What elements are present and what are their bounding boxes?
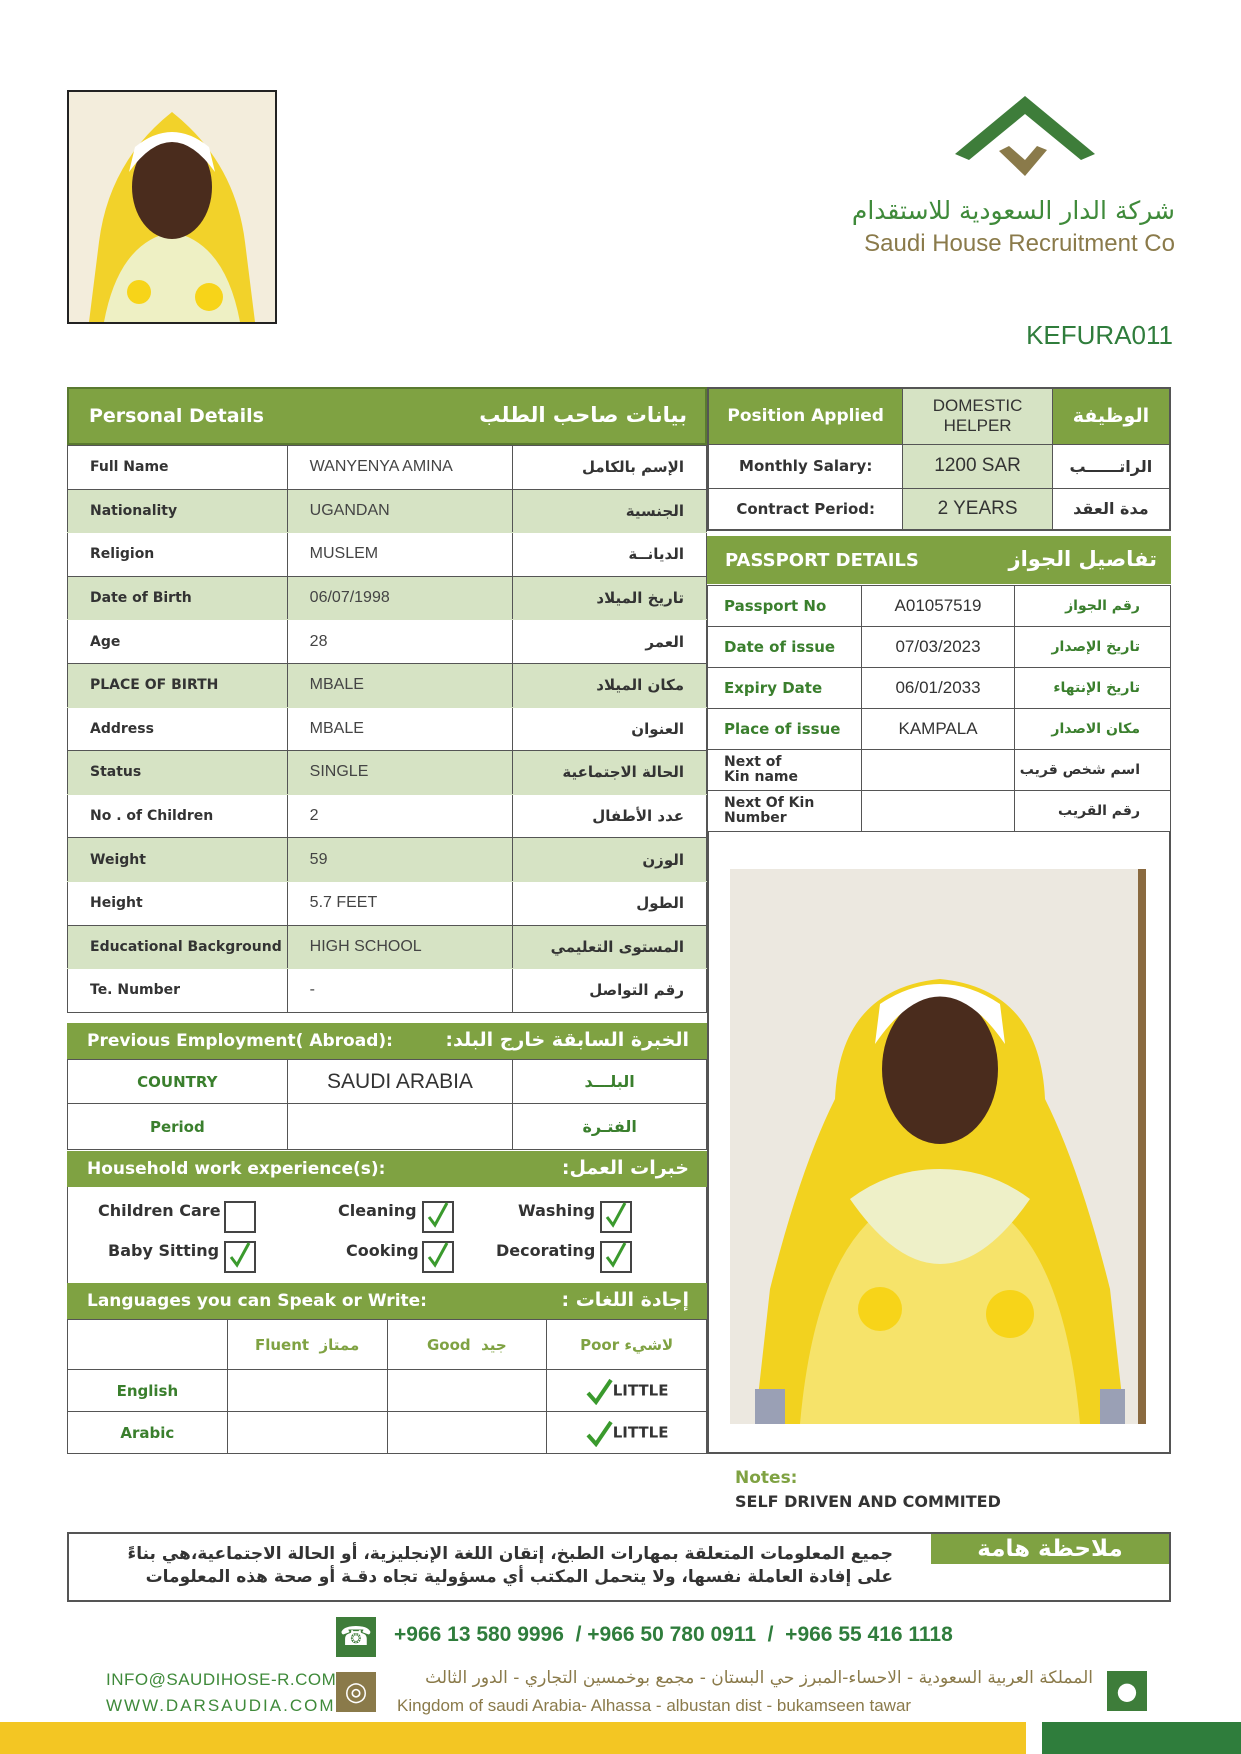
- personal-value: 59: [287, 838, 513, 882]
- contract-label-ar: مدة العقد: [1052, 488, 1170, 530]
- personal-label-ar: العمر: [513, 620, 707, 664]
- personal-label-ar: الحالة الاجتماعية: [513, 751, 707, 795]
- personal-label-ar: الوزن: [513, 838, 707, 882]
- country-label-ar: البلـــد: [513, 1060, 707, 1104]
- passport-label: Place of issue: [708, 709, 862, 750]
- good-label: Good: [426, 1335, 471, 1354]
- salary-label: Monthly Salary:: [708, 444, 903, 488]
- contract-label: Contract Period:: [708, 488, 903, 530]
- address-ar: المملكة العربية السعودية - الاحساء-المبرز حي البستان - مجمع بوخمسين التجاري - الدور الثالث: [425, 1668, 1093, 1688]
- languages-header-ar: إجادة اللغات :: [561, 1289, 689, 1311]
- kin-name-label: Next of Kin name: [708, 750, 862, 791]
- kin-number-label: Next Of Kin Number: [708, 791, 862, 832]
- personal-label-ar: الطول: [513, 881, 707, 925]
- position-value: DOMESTIC HELPER: [903, 388, 1052, 444]
- notes-text: SELF DRIVEN AND COMMITED: [735, 1492, 1001, 1511]
- personal-label: Weight: [68, 838, 288, 882]
- personal-label: Nationality: [68, 489, 288, 533]
- languages-table: [67, 1319, 707, 1454]
- passport-row: [708, 586, 1171, 627]
- period-label: Period: [68, 1104, 288, 1150]
- fluent-label: Fluent: [254, 1335, 310, 1354]
- personal-label: Height: [68, 881, 288, 925]
- personal-label: Date of Birth: [68, 576, 288, 620]
- period-label-ar: الفتـرة: [513, 1104, 707, 1150]
- personal-value: 5.7 FEET: [287, 881, 513, 925]
- language-row: [68, 1412, 707, 1454]
- personal-label: Age: [68, 620, 288, 664]
- poor-header: [547, 1320, 707, 1370]
- kin-name-label-ar: اسم شخص قريب: [1015, 750, 1171, 791]
- location-pin-icon: ●: [1107, 1671, 1147, 1711]
- reference-code: KEFURA011: [1026, 320, 1173, 350]
- passport-row: [708, 627, 1171, 668]
- household-item-checkbox[interactable]: [600, 1241, 632, 1273]
- passport-label-ar: رقم الجواز: [1015, 586, 1171, 627]
- footer-yellow-bar: [0, 1722, 1026, 1754]
- salary-label-ar: الراتــــــب: [1052, 444, 1170, 488]
- household-panel: [67, 1187, 707, 1283]
- household-item-checkbox[interactable]: [422, 1241, 454, 1273]
- language-good-cell: [387, 1412, 547, 1454]
- personal-label: No . of Children: [68, 794, 288, 838]
- check-icon: [585, 1377, 613, 1405]
- phone-numbers: +966 13 580 9996 / +966 50 780 0911 / +966 55 416 1118: [394, 1623, 953, 1646]
- company-logo-icon: [955, 96, 1095, 178]
- kin-name-value: [861, 750, 1015, 791]
- personal-value: MBALE: [287, 663, 513, 707]
- passport-header-en: PASSPORT DETAILS: [725, 550, 919, 571]
- language-fluent-cell: [227, 1412, 387, 1454]
- personal-row: [68, 881, 707, 925]
- passport-label: Date of issue: [708, 627, 862, 668]
- country-label: COUNTRY: [68, 1060, 288, 1104]
- personal-value: -: [287, 969, 513, 1013]
- personal-label: Te. Number: [68, 969, 288, 1013]
- passport-label: Expiry Date: [708, 668, 862, 709]
- website[interactable]: WWW.DARSAUDIA.COM: [106, 1696, 336, 1715]
- personal-row: [68, 838, 707, 882]
- personal-row: [68, 663, 707, 707]
- personal-label: Full Name: [68, 446, 288, 490]
- personal-value: UGANDAN: [287, 489, 513, 533]
- personal-row: [68, 620, 707, 664]
- language-good-cell: [387, 1370, 547, 1412]
- personal-row: [68, 576, 707, 620]
- full-photo: [730, 869, 1146, 1424]
- check-icon: [585, 1419, 613, 1447]
- language-name: Arabic: [68, 1412, 228, 1454]
- footer-green-bar: [1042, 1722, 1241, 1754]
- good-label-ar: جيد: [481, 1335, 507, 1354]
- personal-label-ar: العنوان: [513, 707, 707, 751]
- personal-label-ar: الجنسية: [513, 489, 707, 533]
- passport-value: KAMPALA: [861, 709, 1015, 750]
- personal-value: HIGH SCHOOL: [287, 925, 513, 969]
- personal-header-en: Personal Details: [89, 405, 264, 427]
- personal-details-header: [67, 387, 707, 445]
- household-item-label: Washing: [518, 1201, 596, 1220]
- position-table: [707, 387, 1171, 531]
- household-header-en: Household work experience(s):: [87, 1159, 386, 1179]
- passport-value: A01057519: [861, 586, 1015, 627]
- household-item-label: Cleaning: [338, 1201, 417, 1220]
- passport-header: [707, 536, 1171, 584]
- personal-row: [68, 446, 707, 490]
- personal-row: [68, 707, 707, 751]
- personal-value: 28: [287, 620, 513, 664]
- language-fluent-cell: [227, 1370, 387, 1412]
- poor-label: Poor: [580, 1335, 620, 1354]
- country-value: SAUDI ARABIA: [287, 1060, 513, 1104]
- important-note-title: ملاحظة هامة: [931, 1534, 1169, 1564]
- personal-label-ar: الديانــة: [513, 533, 707, 577]
- passport-value: 06/01/2033: [861, 668, 1015, 709]
- personal-header-ar: بيانات صاحب الطلب: [479, 403, 687, 427]
- passport-row: [708, 668, 1171, 709]
- personal-value: WANYENYA AMINA: [287, 446, 513, 490]
- personal-value: MUSLEM: [287, 533, 513, 577]
- passport-header-ar: تفاصيل الجواز: [1008, 547, 1157, 571]
- personal-row: [68, 794, 707, 838]
- passport-value: 07/03/2023: [861, 627, 1015, 668]
- personal-label-ar: الإسم بالكامل: [513, 446, 707, 490]
- personal-row: [68, 969, 707, 1013]
- language-poor-cell: [547, 1412, 707, 1454]
- personal-row: [68, 925, 707, 969]
- personal-row: [68, 489, 707, 533]
- globe-icon: ◎: [336, 1672, 376, 1712]
- personal-row: [68, 533, 707, 577]
- household-item-label: Children Care: [98, 1201, 221, 1220]
- household-header: [67, 1151, 707, 1187]
- company-name-ar: شركة الدار السعودية للاستقدام: [851, 196, 1175, 225]
- prev-employment-header-en: Previous Employment( Abroad):: [87, 1031, 393, 1051]
- email[interactable]: INFO@SAUDIHOSE-R.COM: [106, 1670, 337, 1689]
- household-header-ar: خبرات العمل:: [561, 1157, 689, 1179]
- notes-label: Notes:: [735, 1468, 798, 1488]
- personal-value: 06/07/1998: [287, 576, 513, 620]
- personal-label: Address: [68, 707, 288, 751]
- passport-label-ar: مكان الاصدار: [1015, 709, 1171, 750]
- kin-number-value: [861, 791, 1015, 832]
- personal-details-table: [67, 445, 707, 1013]
- fluent-label-ar: ممتاز: [319, 1335, 360, 1354]
- household-item-label: Decorating: [496, 1241, 596, 1260]
- personal-label: Religion: [68, 533, 288, 577]
- prev-employment-header: [67, 1023, 707, 1059]
- household-item-checkbox[interactable]: [422, 1201, 454, 1233]
- personal-label-ar: تاريخ الميلاد: [513, 576, 707, 620]
- language-poor-cell: [547, 1370, 707, 1412]
- passport-label-ar: تاريخ الإنتهاء: [1015, 668, 1171, 709]
- personal-value: 2: [287, 794, 513, 838]
- languages-header-en: Languages you can Speak or Write:: [87, 1291, 427, 1311]
- passport-label: Passport No: [708, 586, 862, 627]
- personal-value: SINGLE: [287, 751, 513, 795]
- personal-label: Status: [68, 751, 288, 795]
- portrait-figure: [69, 92, 275, 322]
- passport-label-ar: تاريخ الإصدار: [1015, 627, 1171, 668]
- position-label: Position Applied: [708, 388, 903, 444]
- household-item-checkbox[interactable]: [224, 1241, 256, 1273]
- personal-value: MBALE: [287, 707, 513, 751]
- household-item-label: Baby Sitting: [108, 1241, 220, 1260]
- language-name: English: [68, 1370, 228, 1412]
- salary-value: 1200 SAR: [903, 444, 1052, 488]
- important-note-line2: على إفادة العاملة نفسها، ولا يتحمل المكتب أي مسؤولية تجاه دقـة أو صحة هذه المعلومات: [145, 1567, 893, 1587]
- household-item-checkbox[interactable]: [600, 1201, 632, 1233]
- phone-icon: ☎: [336, 1617, 376, 1657]
- portrait-photo: [67, 90, 277, 324]
- language-level: LITTLE: [612, 1423, 669, 1441]
- contract-value: 2 YEARS: [903, 488, 1052, 530]
- good-header: [387, 1320, 547, 1370]
- personal-label: Educational Background: [68, 925, 288, 969]
- full-photo-figure: [730, 869, 1146, 1424]
- languages-header: [67, 1283, 707, 1319]
- personal-label-ar: المستوى التعليمي: [513, 925, 707, 969]
- personal-label-ar: مكان الميلاد: [513, 663, 707, 707]
- important-note-line1: جميع المعلومات المتعلقة بمهارات الطبخ، إتقان اللغة الإنجليزية، أو الحالة الاجتماعية،هي بناءً: [127, 1544, 893, 1564]
- household-item-label: Cooking: [346, 1241, 419, 1260]
- personal-label-ar: رقم التواصل: [513, 969, 707, 1013]
- personal-label: PLACE OF BIRTH: [68, 663, 288, 707]
- position-label-ar: الوظيفة: [1052, 388, 1170, 444]
- period-value: [287, 1104, 513, 1150]
- personal-label-ar: عدد الأطفال: [513, 794, 707, 838]
- prev-employment-header-ar: الخبرة السابقة خارج البلد:: [445, 1029, 689, 1051]
- fluent-header: [227, 1320, 387, 1370]
- address-en: Kingdom of saudi Arabia- Alhassa - albustan dist - bukamseen tawar: [397, 1696, 912, 1715]
- language-level: LITTLE: [612, 1381, 669, 1399]
- prev-employment-table: [67, 1059, 707, 1150]
- household-item-checkbox[interactable]: [224, 1201, 256, 1233]
- passport-row: [708, 709, 1171, 750]
- personal-row: [68, 751, 707, 795]
- kin-number-label-ar: رقم القريب: [1015, 791, 1171, 832]
- language-row: [68, 1370, 707, 1412]
- passport-table: [707, 585, 1171, 832]
- company-name-en: Saudi House Recruitment Co: [864, 230, 1175, 257]
- poor-label-ar: لاشيء: [624, 1335, 674, 1354]
